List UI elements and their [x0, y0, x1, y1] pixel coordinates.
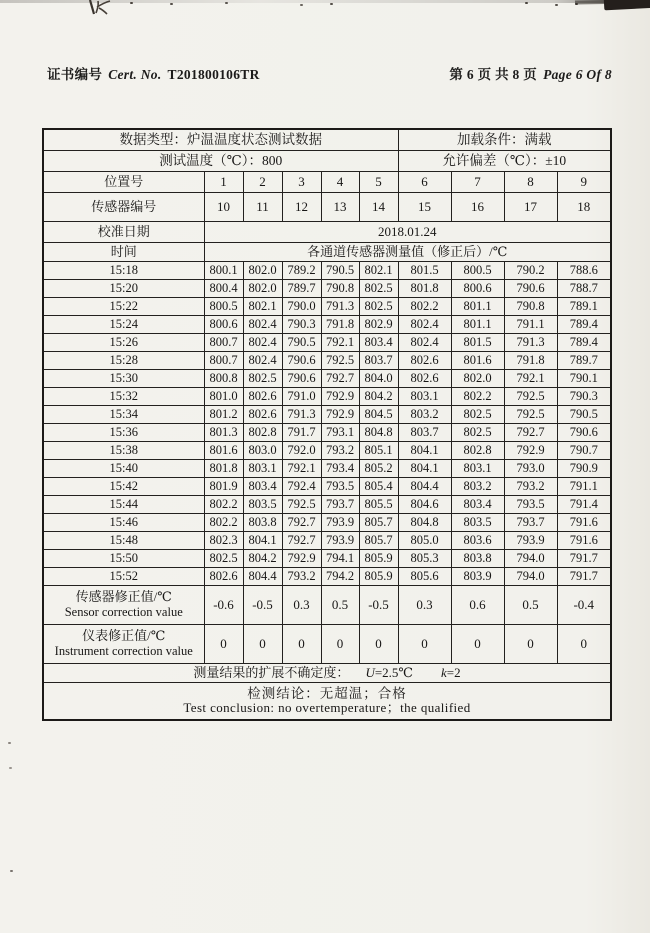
measurement-cell: 790.5: [557, 406, 611, 424]
table-row: [43, 129, 611, 151]
readings-section: [43, 262, 611, 586]
sensor-number-cell: 16: [451, 193, 504, 222]
sensor-number-cell: 18: [557, 193, 611, 222]
measurement-cell: 801.1: [451, 298, 504, 316]
instrument-correction-label: [43, 625, 204, 664]
time-cell: 15:42: [43, 478, 204, 496]
test-data-table: [42, 128, 612, 721]
measurement-cell: 802.8: [451, 442, 504, 460]
measurement-cell: 793.2: [321, 442, 359, 460]
measurement-cell: 805.7: [359, 514, 398, 532]
sensor-number-cell: 17: [504, 193, 557, 222]
measurement-cell: 801.3: [204, 424, 243, 442]
measurement-cell: 801.6: [451, 352, 504, 370]
sensor-correction-value-cell: 0.5: [321, 586, 359, 625]
measurement-cell: 791.6: [557, 514, 611, 532]
measurement-cell: 802.8: [243, 424, 282, 442]
measurement-cell: 790.1: [557, 370, 611, 388]
measurement-cell: 803.4: [359, 334, 398, 352]
instrument-correction-label-cn: 仪表修正值/℃: [82, 628, 166, 644]
handwritten-mark: [84, 0, 124, 18]
measurement-cell: 804.1: [243, 532, 282, 550]
position-number-cell: 5: [359, 172, 398, 193]
reading-row: [43, 280, 611, 298]
measurement-cell: 790.7: [557, 442, 611, 460]
measurement-cell: 802.5: [204, 550, 243, 568]
measurement-cell: 801.5: [451, 334, 504, 352]
instrument-correction-value-cell: 0: [243, 625, 282, 664]
instrument-correction-value-cell: 0: [321, 625, 359, 664]
measurement-cell: 803.7: [359, 352, 398, 370]
time-cell: 15:44: [43, 496, 204, 514]
uncertainty-u-symbol: U: [365, 664, 375, 680]
measurement-cell: 801.6: [204, 442, 243, 460]
instrument-correction-value-cell: 0: [204, 625, 243, 664]
position-number-cell: 8: [504, 172, 557, 193]
conclusion-row: [43, 683, 611, 721]
measurement-cell: 804.2: [359, 388, 398, 406]
calibration-date-row: [43, 222, 611, 243]
instrument-correction-value-cell: 0: [451, 625, 504, 664]
page-indicator: [449, 63, 612, 83]
measurement-cell: 791.1: [504, 316, 557, 334]
measurement-cell: 791.7: [557, 568, 611, 586]
sensor-correction-label: [43, 586, 204, 625]
measurement-cell: 792.5: [321, 352, 359, 370]
measurement-cell: 790.6: [557, 424, 611, 442]
measurement-cell: 788.6: [557, 262, 611, 280]
measurement-cell: 805.0: [398, 532, 451, 550]
measurement-cell: 802.2: [204, 496, 243, 514]
instrument-correction-value-cell: 0: [557, 625, 611, 664]
measurement-cell: 800.1: [204, 262, 243, 280]
measurement-cell: 801.0: [204, 388, 243, 406]
sensor-number-cell: 13: [321, 193, 359, 222]
time-cell: 15:34: [43, 406, 204, 424]
measurement-cell: 801.2: [204, 406, 243, 424]
sensor-number-row: [43, 193, 611, 222]
measurement-cell: 790.6: [504, 280, 557, 298]
measurement-cell: 802.2: [204, 514, 243, 532]
measurement-cell: 802.6: [243, 406, 282, 424]
measurement-cell: 802.6: [243, 388, 282, 406]
measurement-cell: 790.6: [282, 352, 321, 370]
scan-specks: [130, 2, 133, 4]
uncertainty-u-value: =2.5℃: [374, 664, 413, 680]
measurement-cell: 790.2: [504, 262, 557, 280]
reading-row: [43, 388, 611, 406]
measurement-cell: 793.9: [321, 514, 359, 532]
measurement-cell: 803.0: [243, 442, 282, 460]
measurement-cell: 792.9: [321, 406, 359, 424]
measurement-cell: 800.7: [204, 352, 243, 370]
measurement-cell: 791.3: [321, 298, 359, 316]
measurement-cell: 804.1: [398, 442, 451, 460]
measurement-cell: 793.9: [321, 532, 359, 550]
page-indicator-cn: 第 6 页 共 8 页: [449, 67, 538, 82]
sensor-correction-value-cell: 0.3: [282, 586, 321, 625]
uncertainty-row: [43, 664, 611, 683]
measurement-cell: 805.1: [359, 442, 398, 460]
conclusion-en: Test conclusion: no overtemperature；the qualified: [183, 700, 471, 716]
sensor-correction-value-cell: -0.6: [204, 586, 243, 625]
measurement-cell: 803.1: [243, 460, 282, 478]
time-cell: 15:52: [43, 568, 204, 586]
measurement-cell: 804.8: [359, 424, 398, 442]
instrument-correction-row: [43, 625, 611, 664]
measurement-cell: 792.9: [504, 442, 557, 460]
measurement-cell: 793.2: [282, 568, 321, 586]
measurement-cell: 803.8: [243, 514, 282, 532]
measurement-cell: 804.4: [243, 568, 282, 586]
instrument-correction-value-cell: 0: [282, 625, 321, 664]
reading-row: [43, 514, 611, 532]
measurement-cell: 793.7: [321, 496, 359, 514]
measurement-cell: 803.4: [243, 478, 282, 496]
measurement-cell: 800.5: [451, 262, 504, 280]
measurement-cell: 789.4: [557, 334, 611, 352]
measurement-cell: 803.1: [451, 460, 504, 478]
time-label: 时间: [43, 243, 204, 262]
measurement-cell: 805.5: [359, 496, 398, 514]
reading-row: [43, 406, 611, 424]
measurement-cell: 793.5: [321, 478, 359, 496]
reading-row: [43, 262, 611, 280]
time-cell: 15:26: [43, 334, 204, 352]
measurement-cell: 802.2: [451, 388, 504, 406]
calibration-label: 校准日期: [43, 222, 204, 243]
measurement-cell: 802.2: [398, 298, 451, 316]
channel-header-cell: 各通道传感器测量值（修正后）/℃: [204, 243, 611, 262]
measurement-cell: 805.4: [359, 478, 398, 496]
measurement-cell: 793.2: [504, 478, 557, 496]
measurement-cell: 790.3: [282, 316, 321, 334]
table-row: [43, 151, 611, 172]
reading-row: [43, 316, 611, 334]
reading-row: [43, 478, 611, 496]
measurement-cell: 802.6: [398, 352, 451, 370]
sensor-number-cell: 11: [243, 193, 282, 222]
measurement-cell: 791.7: [557, 550, 611, 568]
measurement-cell: 788.7: [557, 280, 611, 298]
measurement-cell: 803.5: [451, 514, 504, 532]
measurement-cell: 793.9: [504, 532, 557, 550]
measurement-cell: 789.7: [557, 352, 611, 370]
reading-row: [43, 352, 611, 370]
time-cell: 15:28: [43, 352, 204, 370]
measurement-cell: 793.4: [321, 460, 359, 478]
position-number-cell: 1: [204, 172, 243, 193]
measurement-cell: 804.5: [359, 406, 398, 424]
time-cell: 15:18: [43, 262, 204, 280]
measurement-cell: 792.5: [504, 406, 557, 424]
measurement-cell: 792.1: [504, 370, 557, 388]
reading-row: [43, 370, 611, 388]
time-cell: 15:36: [43, 424, 204, 442]
instrument-correction-label-en: Instrument correction value: [54, 644, 193, 659]
measurement-cell: 791.4: [557, 496, 611, 514]
measurement-cell: 802.4: [243, 316, 282, 334]
measurement-cell: 790.8: [504, 298, 557, 316]
uncertainty-k-value: =2: [446, 664, 461, 680]
sensor-correction-value-cell: 0.5: [504, 586, 557, 625]
sensor-label: 传感器编号: [43, 193, 204, 222]
cert-number-value: T201800106TR: [167, 67, 260, 82]
conclusion-cn: 检测结论：无超温；合格: [247, 685, 407, 701]
position-number-cell: 4: [321, 172, 359, 193]
measurement-cell: 794.0: [504, 550, 557, 568]
measurement-cell: 789.4: [557, 316, 611, 334]
measurement-cell: 804.4: [398, 478, 451, 496]
measurement-cell: 802.9: [359, 316, 398, 334]
time-cell: 15:24: [43, 316, 204, 334]
measurement-cell: 801.5: [398, 262, 451, 280]
time-cell: 15:20: [43, 280, 204, 298]
reading-row: [43, 460, 611, 478]
measurement-cell: 790.3: [557, 388, 611, 406]
time-cell: 15:48: [43, 532, 204, 550]
measurement-cell: 792.5: [504, 388, 557, 406]
measurement-cell: 802.5: [359, 298, 398, 316]
measurement-cell: 805.7: [359, 532, 398, 550]
measurement-cell: 801.8: [204, 460, 243, 478]
measurement-cell: 803.4: [451, 496, 504, 514]
position-number-cell: 7: [451, 172, 504, 193]
reading-row: [43, 442, 611, 460]
measurement-cell: 802.6: [204, 568, 243, 586]
time-header-row: [43, 243, 611, 262]
measurement-cell: 794.2: [321, 568, 359, 586]
measurement-cell: 802.5: [451, 424, 504, 442]
reading-row: [43, 424, 611, 442]
measurement-cell: 801.9: [204, 478, 243, 496]
measurement-cell: 791.8: [321, 316, 359, 334]
uncertainty-cell: [43, 664, 611, 683]
sensor-correction-value-cell: 0.3: [398, 586, 451, 625]
instrument-correction-value-cell: 0: [398, 625, 451, 664]
measurement-cell: 790.0: [282, 298, 321, 316]
measurement-cell: 794.0: [504, 568, 557, 586]
page-indicator-en: Page 6 Of 8: [543, 67, 612, 82]
time-cell: 15:40: [43, 460, 204, 478]
measurement-cell: 803.1: [398, 388, 451, 406]
measurement-cell: 793.0: [504, 460, 557, 478]
instrument-correction-value-cell: 0: [504, 625, 557, 664]
measurement-cell: 790.9: [557, 460, 611, 478]
measurement-cell: 805.9: [359, 568, 398, 586]
sensor-correction-row: [43, 586, 611, 625]
tolerance-cell: 允许偏差（℃）：±10: [398, 151, 611, 172]
measurement-cell: 805.6: [398, 568, 451, 586]
measurement-cell: 803.2: [398, 406, 451, 424]
measurement-cell: 802.1: [243, 298, 282, 316]
cert-number-label-en: Cert. No.: [108, 67, 162, 82]
measurement-cell: 792.1: [321, 334, 359, 352]
time-cell: 15:46: [43, 514, 204, 532]
measurement-cell: 802.3: [204, 532, 243, 550]
uncertainty-prefix: 测量结果的扩展不确定度：: [193, 664, 350, 680]
time-cell: 15:30: [43, 370, 204, 388]
measurement-cell: 790.8: [321, 280, 359, 298]
measurement-cell: 802.5: [243, 370, 282, 388]
time-cell: 15:38: [43, 442, 204, 460]
sensor-number-cell: 14: [359, 193, 398, 222]
position-number-cell: 6: [398, 172, 451, 193]
measurement-cell: 805.9: [359, 550, 398, 568]
measurement-cell: 789.2: [282, 262, 321, 280]
sensor-correction-value-cell: -0.5: [243, 586, 282, 625]
measurement-cell: 789.1: [557, 298, 611, 316]
measurement-cell: 791.7: [282, 424, 321, 442]
measurement-cell: 800.6: [204, 316, 243, 334]
measurement-cell: 805.2: [359, 460, 398, 478]
measurement-cell: 802.1: [359, 262, 398, 280]
sensor-correction-label-en: Sensor correction value: [64, 605, 183, 620]
measurement-cell: 802.0: [243, 280, 282, 298]
measurement-cell: 791.3: [282, 406, 321, 424]
measurement-cell: 802.0: [243, 262, 282, 280]
measurement-cell: 802.4: [243, 334, 282, 352]
sensor-correction-value-cell: -0.4: [557, 586, 611, 625]
measurement-cell: 792.7: [282, 514, 321, 532]
position-row: [43, 172, 611, 193]
measurement-cell: 791.1: [557, 478, 611, 496]
measurement-cell: 803.8: [451, 550, 504, 568]
calibration-date-value: 2018.01.24: [204, 222, 611, 243]
measurement-cell: 805.3: [398, 550, 451, 568]
measurement-cell: 792.0: [282, 442, 321, 460]
measurement-cell: 800.7: [204, 334, 243, 352]
measurement-cell: 801.8: [398, 280, 451, 298]
sensor-correction-value-cell: 0.6: [451, 586, 504, 625]
data-type-cell: 数据类型：炉温温度状态测试数据: [43, 129, 398, 151]
time-cell: 15:50: [43, 550, 204, 568]
reading-row: [43, 550, 611, 568]
measurement-cell: 800.5: [204, 298, 243, 316]
measurement-cell: 792.1: [282, 460, 321, 478]
measurement-cell: 793.1: [321, 424, 359, 442]
sensor-number-cell: 10: [204, 193, 243, 222]
measurement-cell: 804.2: [243, 550, 282, 568]
measurement-cell: 791.8: [504, 352, 557, 370]
position-number-cell: 3: [282, 172, 321, 193]
reading-row: [43, 568, 611, 586]
position-number-cell: 9: [557, 172, 611, 193]
instrument-correction-value-cell: 0: [359, 625, 398, 664]
reading-row: [43, 298, 611, 316]
measurement-cell: 789.7: [282, 280, 321, 298]
measurement-cell: 804.0: [359, 370, 398, 388]
measurement-cell: 791.0: [282, 388, 321, 406]
measurement-cell: 803.6: [451, 532, 504, 550]
measurement-cell: 792.4: [282, 478, 321, 496]
sensor-correction-value-cell: -0.5: [359, 586, 398, 625]
measurement-cell: 804.1: [398, 460, 451, 478]
measurement-cell: 802.5: [451, 406, 504, 424]
reading-row: [43, 334, 611, 352]
reading-row: [43, 532, 611, 550]
page-header: [47, 63, 612, 83]
measurement-cell: 804.8: [398, 514, 451, 532]
measurement-cell: 792.5: [282, 496, 321, 514]
measurement-cell: 802.4: [243, 352, 282, 370]
measurement-cell: 792.7: [282, 532, 321, 550]
measurement-cell: 790.6: [282, 370, 321, 388]
measurement-cell: 791.6: [557, 532, 611, 550]
load-condition-cell: 加载条件：满载: [398, 129, 611, 151]
uncertainty-k-symbol: k: [440, 664, 447, 680]
measurement-cell: 803.5: [243, 496, 282, 514]
test-temp-cell: 测试温度（℃）：800: [43, 151, 398, 172]
measurement-cell: 803.9: [451, 568, 504, 586]
measurement-cell: 793.7: [504, 514, 557, 532]
measurement-cell: 802.5: [359, 280, 398, 298]
cert-number-label-cn: 证书编号: [47, 67, 103, 82]
measurement-cell: 802.4: [398, 334, 451, 352]
time-cell: 15:22: [43, 298, 204, 316]
cert-number-line: [47, 63, 260, 83]
measurement-cell: 802.0: [451, 370, 504, 388]
position-label: 位置号: [43, 172, 204, 193]
measurement-cell: 790.5: [282, 334, 321, 352]
measurement-cell: 802.4: [398, 316, 451, 334]
measurement-cell: 793.5: [504, 496, 557, 514]
measurement-cell: 792.9: [282, 550, 321, 568]
time-cell: 15:32: [43, 388, 204, 406]
measurement-cell: 800.6: [451, 280, 504, 298]
measurement-cell: 791.3: [504, 334, 557, 352]
measurement-cell: 792.7: [504, 424, 557, 442]
measurement-cell: 803.2: [451, 478, 504, 496]
sensor-number-cell: 12: [282, 193, 321, 222]
measurement-cell: 792.7: [321, 370, 359, 388]
measurement-cell: 804.6: [398, 496, 451, 514]
measurement-cell: 800.8: [204, 370, 243, 388]
measurement-cell: 790.5: [321, 262, 359, 280]
measurement-cell: 792.9: [321, 388, 359, 406]
measurement-cell: 803.7: [398, 424, 451, 442]
measurement-cell: 794.1: [321, 550, 359, 568]
scan-corner-mark: [604, 0, 650, 10]
conclusion-cell: [43, 683, 611, 721]
measurement-cell: 802.6: [398, 370, 451, 388]
measurement-cell: 801.1: [451, 316, 504, 334]
position-number-cell: 2: [243, 172, 282, 193]
measurement-cell: 800.4: [204, 280, 243, 298]
sensor-correction-label-cn: 传感器修正值/℃: [75, 589, 172, 605]
sensor-number-cell: 15: [398, 193, 451, 222]
reading-row: [43, 496, 611, 514]
